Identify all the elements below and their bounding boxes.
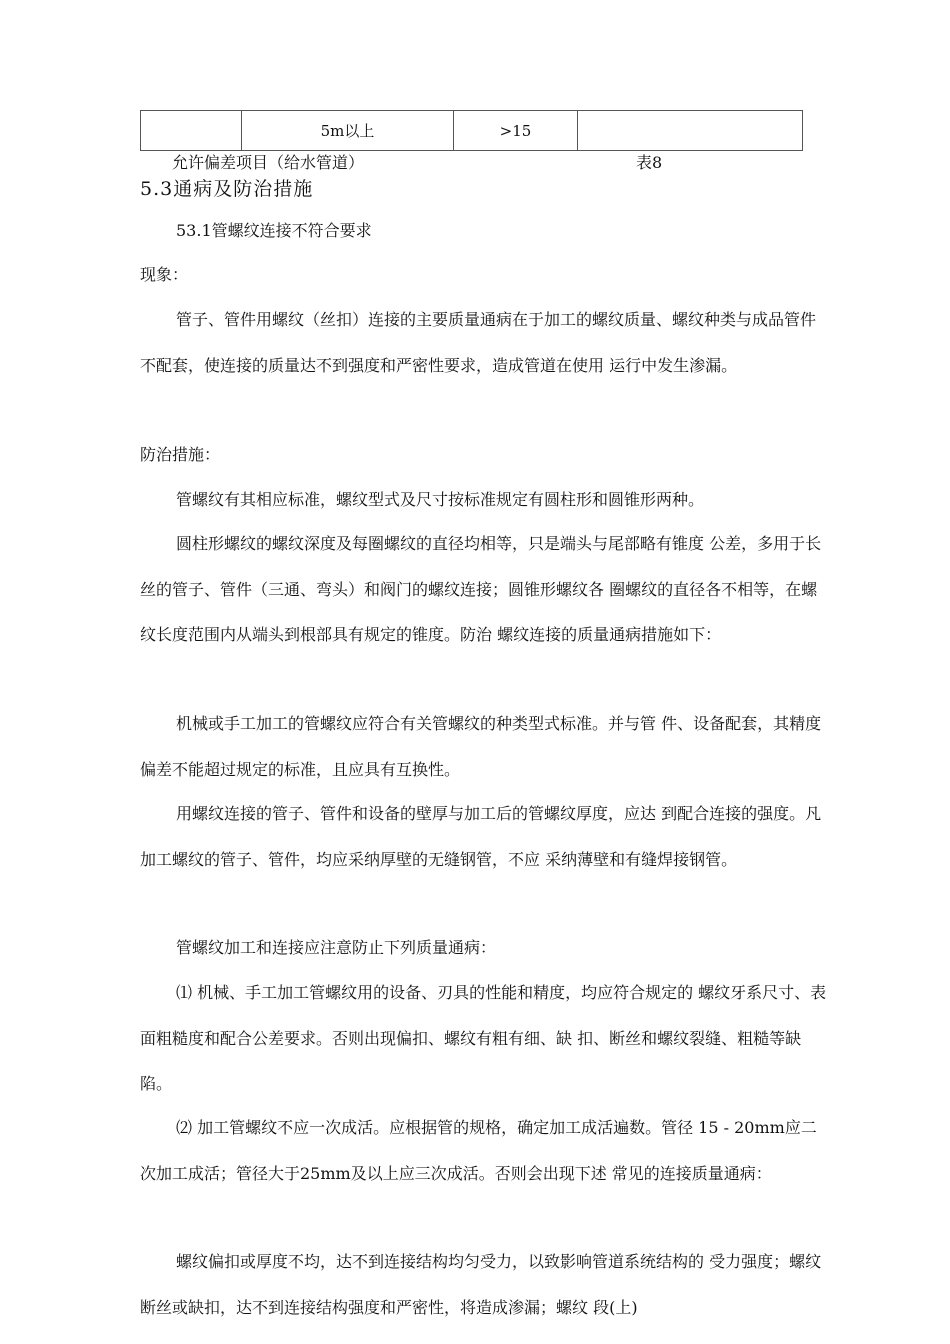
body-text [140,432,830,478]
paragraph: ⑵ 加工管螺纹不应一次成活。应根据管的规格，确定加工成活遍数。管径 15 - 20mm应二次加工成活；管径大于25mm及以上应三次成活。否则会出现下述 常见的连接质量通病： [140,1118,817,1183]
table-caption: 允许偏差项目（给水管道） [172,153,365,172]
paragraph-label: 防治措施： [140,445,221,464]
paragraph: 管螺纹加工和连接应注意防止下列质量通病： [176,938,497,957]
table-number: 表8 [636,153,663,172]
body-text [140,521,830,658]
body-text [140,970,830,1107]
paragraph: ⑴ 机械、手工加工管螺纹用的设备、刃具的性能和精度，均应符合规定的 螺纹牙系尺寸、表面粗糙度和配合公差要求。否则出现偏扣、螺纹有粗有细、缺 扣、断丝和螺纹裂缝、粗糙等缺陷。 [140,983,827,1093]
table-row [141,111,803,151]
body-text [140,1239,830,1330]
table-cell: 5m以上 [242,111,454,151]
paragraph: 用螺纹连接的管子、管件和设备的壁厚与加工后的管螺纹厚度，应达 到配合连接的强度。凡加工螺纹的管子、管件，均应采纳厚壁的无缝钢管，不应 采纳薄壁和有缝焊接钢管。 [140,804,822,869]
body-text [140,1105,830,1196]
table-cell: >15 [454,111,578,151]
body-text [140,252,830,298]
subsection-title: 53.1管螺纹连接不符合要求 [176,221,372,240]
body-text [140,701,830,792]
paragraph: 机械或手工加工的管螺纹应符合有关管螺纹的种类型式标准。并与管 件、设备配套，其精度偏差不能超过规定的标准，且应具有互换性。 [140,714,822,779]
body-text [140,791,830,882]
body-text [140,477,830,523]
paragraph: 螺纹偏扣或厚度不均，达不到连接结构均匀受力，以致影响管道系统结构的 受力强度；螺纹断丝或缺扣，达不到连接结构强度和严密性，将造成渗漏；螺纹 段(上) [140,1252,822,1317]
paragraph: 圆柱形螺纹的螺纹深度及每圈螺纹的直径均相等，只是端头与尾部略有锥度 公差，多用于长丝的管子、管件（三通、弯头）和阀门的螺纹连接；圆锥形螺纹各 圈螺纹的直径各不相等，在螺纹长度范围内从端头到根部具有规定的锥度。防治 螺纹连接的质量通病措施如下： [140,534,822,644]
paragraph: 管螺纹有其相应标准，螺纹型式及尺寸按标准规定有圆柱形和圆锥形两种。 [176,490,705,509]
body-text [140,925,830,971]
body-text [140,297,830,388]
table-cell [578,111,803,151]
paragraph: 管子、管件用螺纹（丝扣）连接的主要质量通病在于加工的螺纹质量、螺纹种类与成品管件不配套，使连接的质量达不到强度和严密性要求，造成管道在使用 运行中发生渗漏。 [140,310,817,375]
table-cell [141,111,242,151]
tolerance-table [140,110,803,151]
paragraph-label: 现象： [140,265,189,284]
section-title: 5.3通病及防治措施 [140,178,314,200]
